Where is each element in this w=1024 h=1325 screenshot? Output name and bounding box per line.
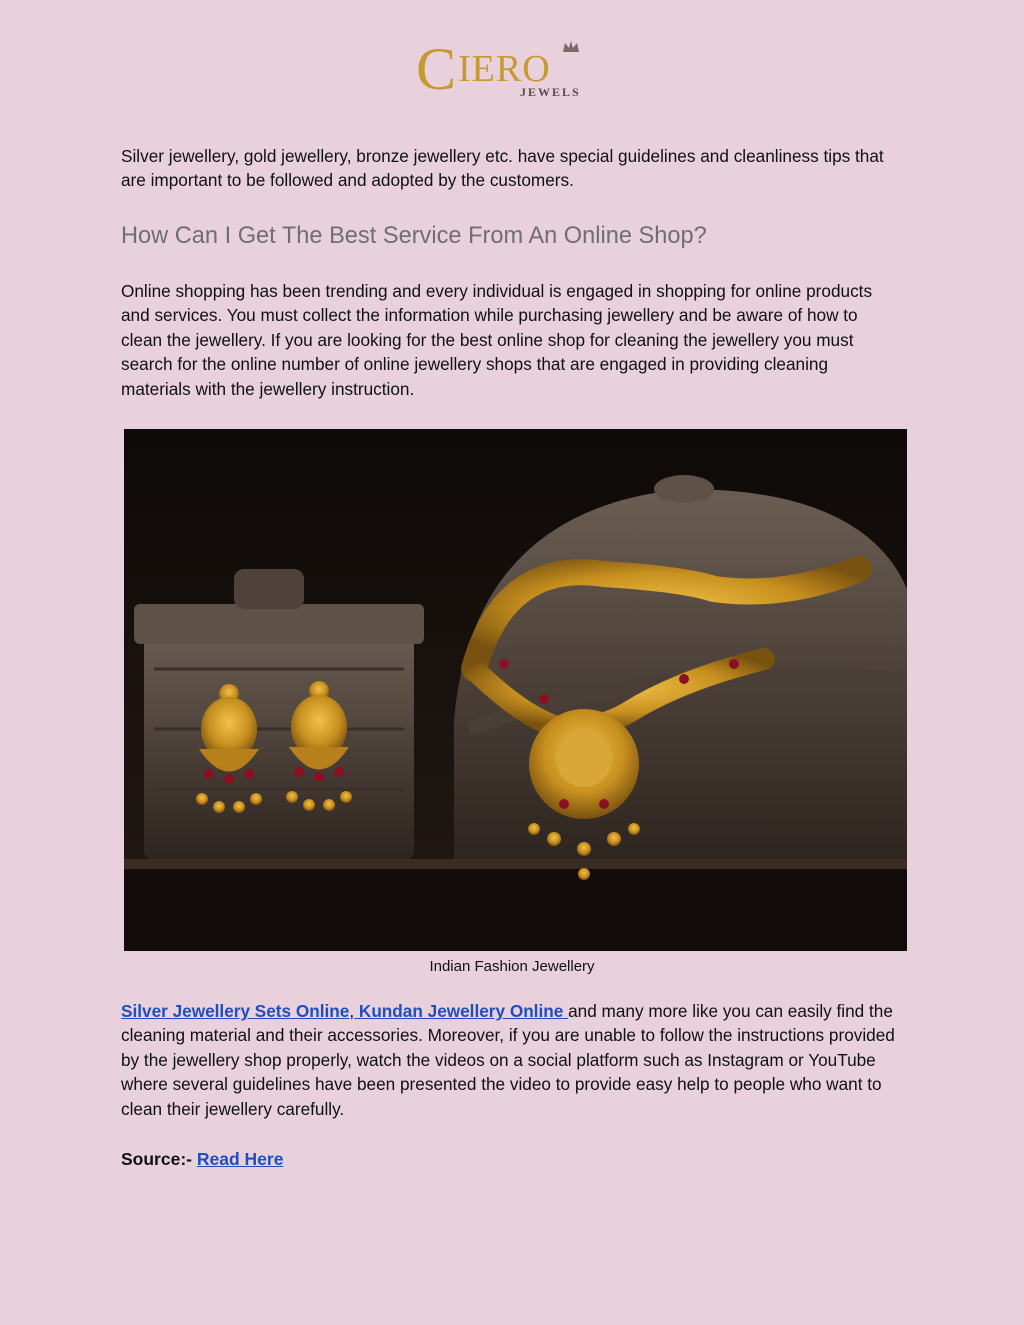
crown-icon <box>562 40 580 54</box>
read-here-link[interactable]: Read Here <box>196 1149 284 1169</box>
jewellery-illustration <box>124 429 907 951</box>
logo-subtitle: JEWELS <box>520 85 581 99</box>
links-paragraph-text: and many more like you can easily find the cleaning material and their accessories. Moreover, if you are unable to follow the instructions provided by the jewellery shop properly, watch the videos on a social platform such as Instagram or YouTube where several guidelines have been presented the video to provide easy help to people who want to clean their jewellery carefully. <box>121 1001 895 1119</box>
section-paragraph: Online shopping has been trending and every individual is engaged in shopping for online products and services. You must collect the information while purchasing jewellery and be aware of how to clean the jewellery. If you are looking for the best online shop for cleaning the jewellery you must search for the online number of online jewellery shops that are engaged in providing cleaning materials with the jewellery instruction. <box>121 281 873 399</box>
silver-jewellery-sets-link[interactable]: Silver Jewellery Sets Online <box>121 1001 350 1021</box>
kundan-jewellery-link[interactable]: Kundan Jewellery Online <box>354 1001 569 1021</box>
logo-wordmark: IERO <box>458 48 551 90</box>
source-label: Source:- <box>121 1149 197 1169</box>
brand-logo <box>412 38 612 100</box>
jewellery-photo <box>124 429 907 951</box>
links-paragraph <box>121 999 901 1121</box>
intro-paragraph: Silver jewellery, gold jewellery, bronze jewellery etc. have special guidelines and cleanliness tips that are important to be followed and adopted by the customers. <box>121 146 884 191</box>
section-heading: How Can I Get The Best Service From An Online Shop? <box>121 223 707 249</box>
source-line <box>121 1147 283 1171</box>
logo-initial: C <box>416 36 457 102</box>
photo-caption: Indian Fashion Jewellery <box>429 958 595 975</box>
link-separator: , <box>349 1001 355 1021</box>
